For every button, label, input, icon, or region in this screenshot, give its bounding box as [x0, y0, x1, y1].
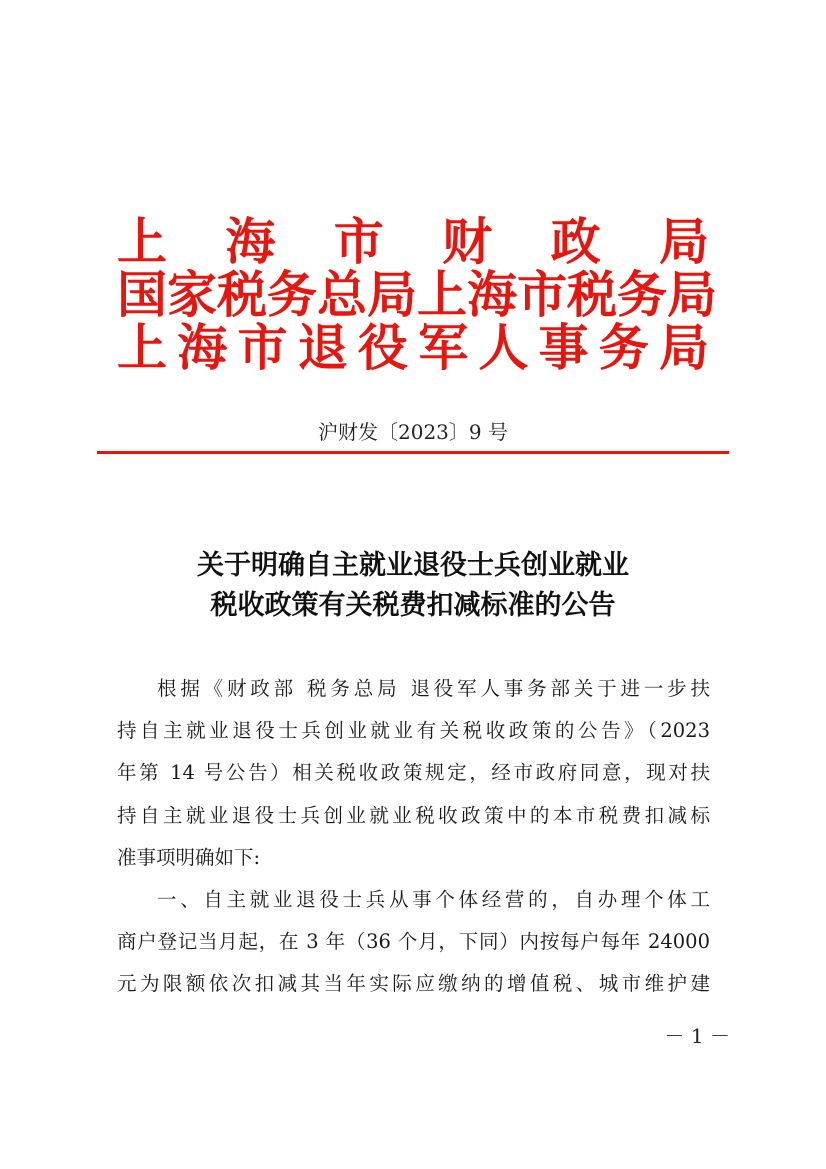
header-char: 海	[177, 319, 228, 377]
header-char: 市	[333, 213, 384, 271]
header-char: 总	[317, 266, 367, 324]
header-char: 市	[237, 319, 288, 377]
header-char: 务	[617, 266, 667, 324]
body-line: 持自主就业退役士兵创业就业有关税收政策的公告》（2023	[117, 719, 710, 743]
header-char: 市	[517, 266, 567, 324]
document-number: 沪财发〔2023〕9 号	[318, 420, 508, 444]
header-char: 务	[267, 266, 317, 324]
body-line: 根据《财政部 税务总局 退役军人事务部关于进一步扶	[157, 677, 710, 700]
agency-header-line-3	[117, 320, 709, 376]
body-line: 年第 14 号公告）相关税收政策规定，经市政府同意，现对扶	[117, 761, 710, 785]
header-char: 税	[217, 266, 267, 324]
body-text	[117, 668, 710, 1006]
header-char: 局	[658, 319, 709, 377]
header-char: 军	[418, 319, 469, 377]
header-char: 海	[467, 266, 517, 324]
header-char: 国	[117, 266, 167, 324]
header-char: 人	[478, 319, 529, 377]
header-char: 家	[167, 266, 217, 324]
red-divider-rule	[97, 451, 729, 454]
title-line-1: 关于明确自主就业退役士兵创业就业	[197, 550, 629, 581]
header-char: 局	[658, 213, 709, 271]
body-line: 商户登记当月起，在 3 年（36 个月，下同）内按每户每年 24000	[117, 930, 710, 954]
page-number: － 1 －	[664, 1024, 730, 1048]
body-line: 一、自主就业退役士兵从事个体经营的，自办理个体工	[157, 887, 710, 911]
header-char: 上	[117, 319, 167, 377]
header-char: 局	[667, 266, 717, 324]
header-char: 财	[442, 213, 493, 271]
header-char: 役	[357, 319, 408, 377]
agency-header-line-2	[117, 266, 717, 324]
header-char: 退	[297, 319, 348, 377]
header-char: 务	[598, 319, 649, 377]
header-char: 政	[550, 213, 601, 271]
title-line-2: 税收政策有关税费扣减标准的公告	[210, 590, 616, 621]
body-line: 元为限额依次扣减其当年实际应缴纳的增值税、城市维护建	[117, 972, 710, 996]
agency-header-line-1	[117, 214, 709, 270]
header-char: 事	[538, 319, 589, 377]
body-line: 准事项明确如下:	[117, 845, 261, 869]
header-char: 上	[417, 266, 467, 324]
header-char: 税	[567, 266, 617, 324]
body-line: 持自主就业退役士兵创业就业税收政策中的本市税费扣减标	[117, 803, 710, 827]
header-char: 局	[367, 266, 417, 324]
header-char: 上	[117, 213, 167, 271]
header-char: 海	[225, 213, 276, 271]
